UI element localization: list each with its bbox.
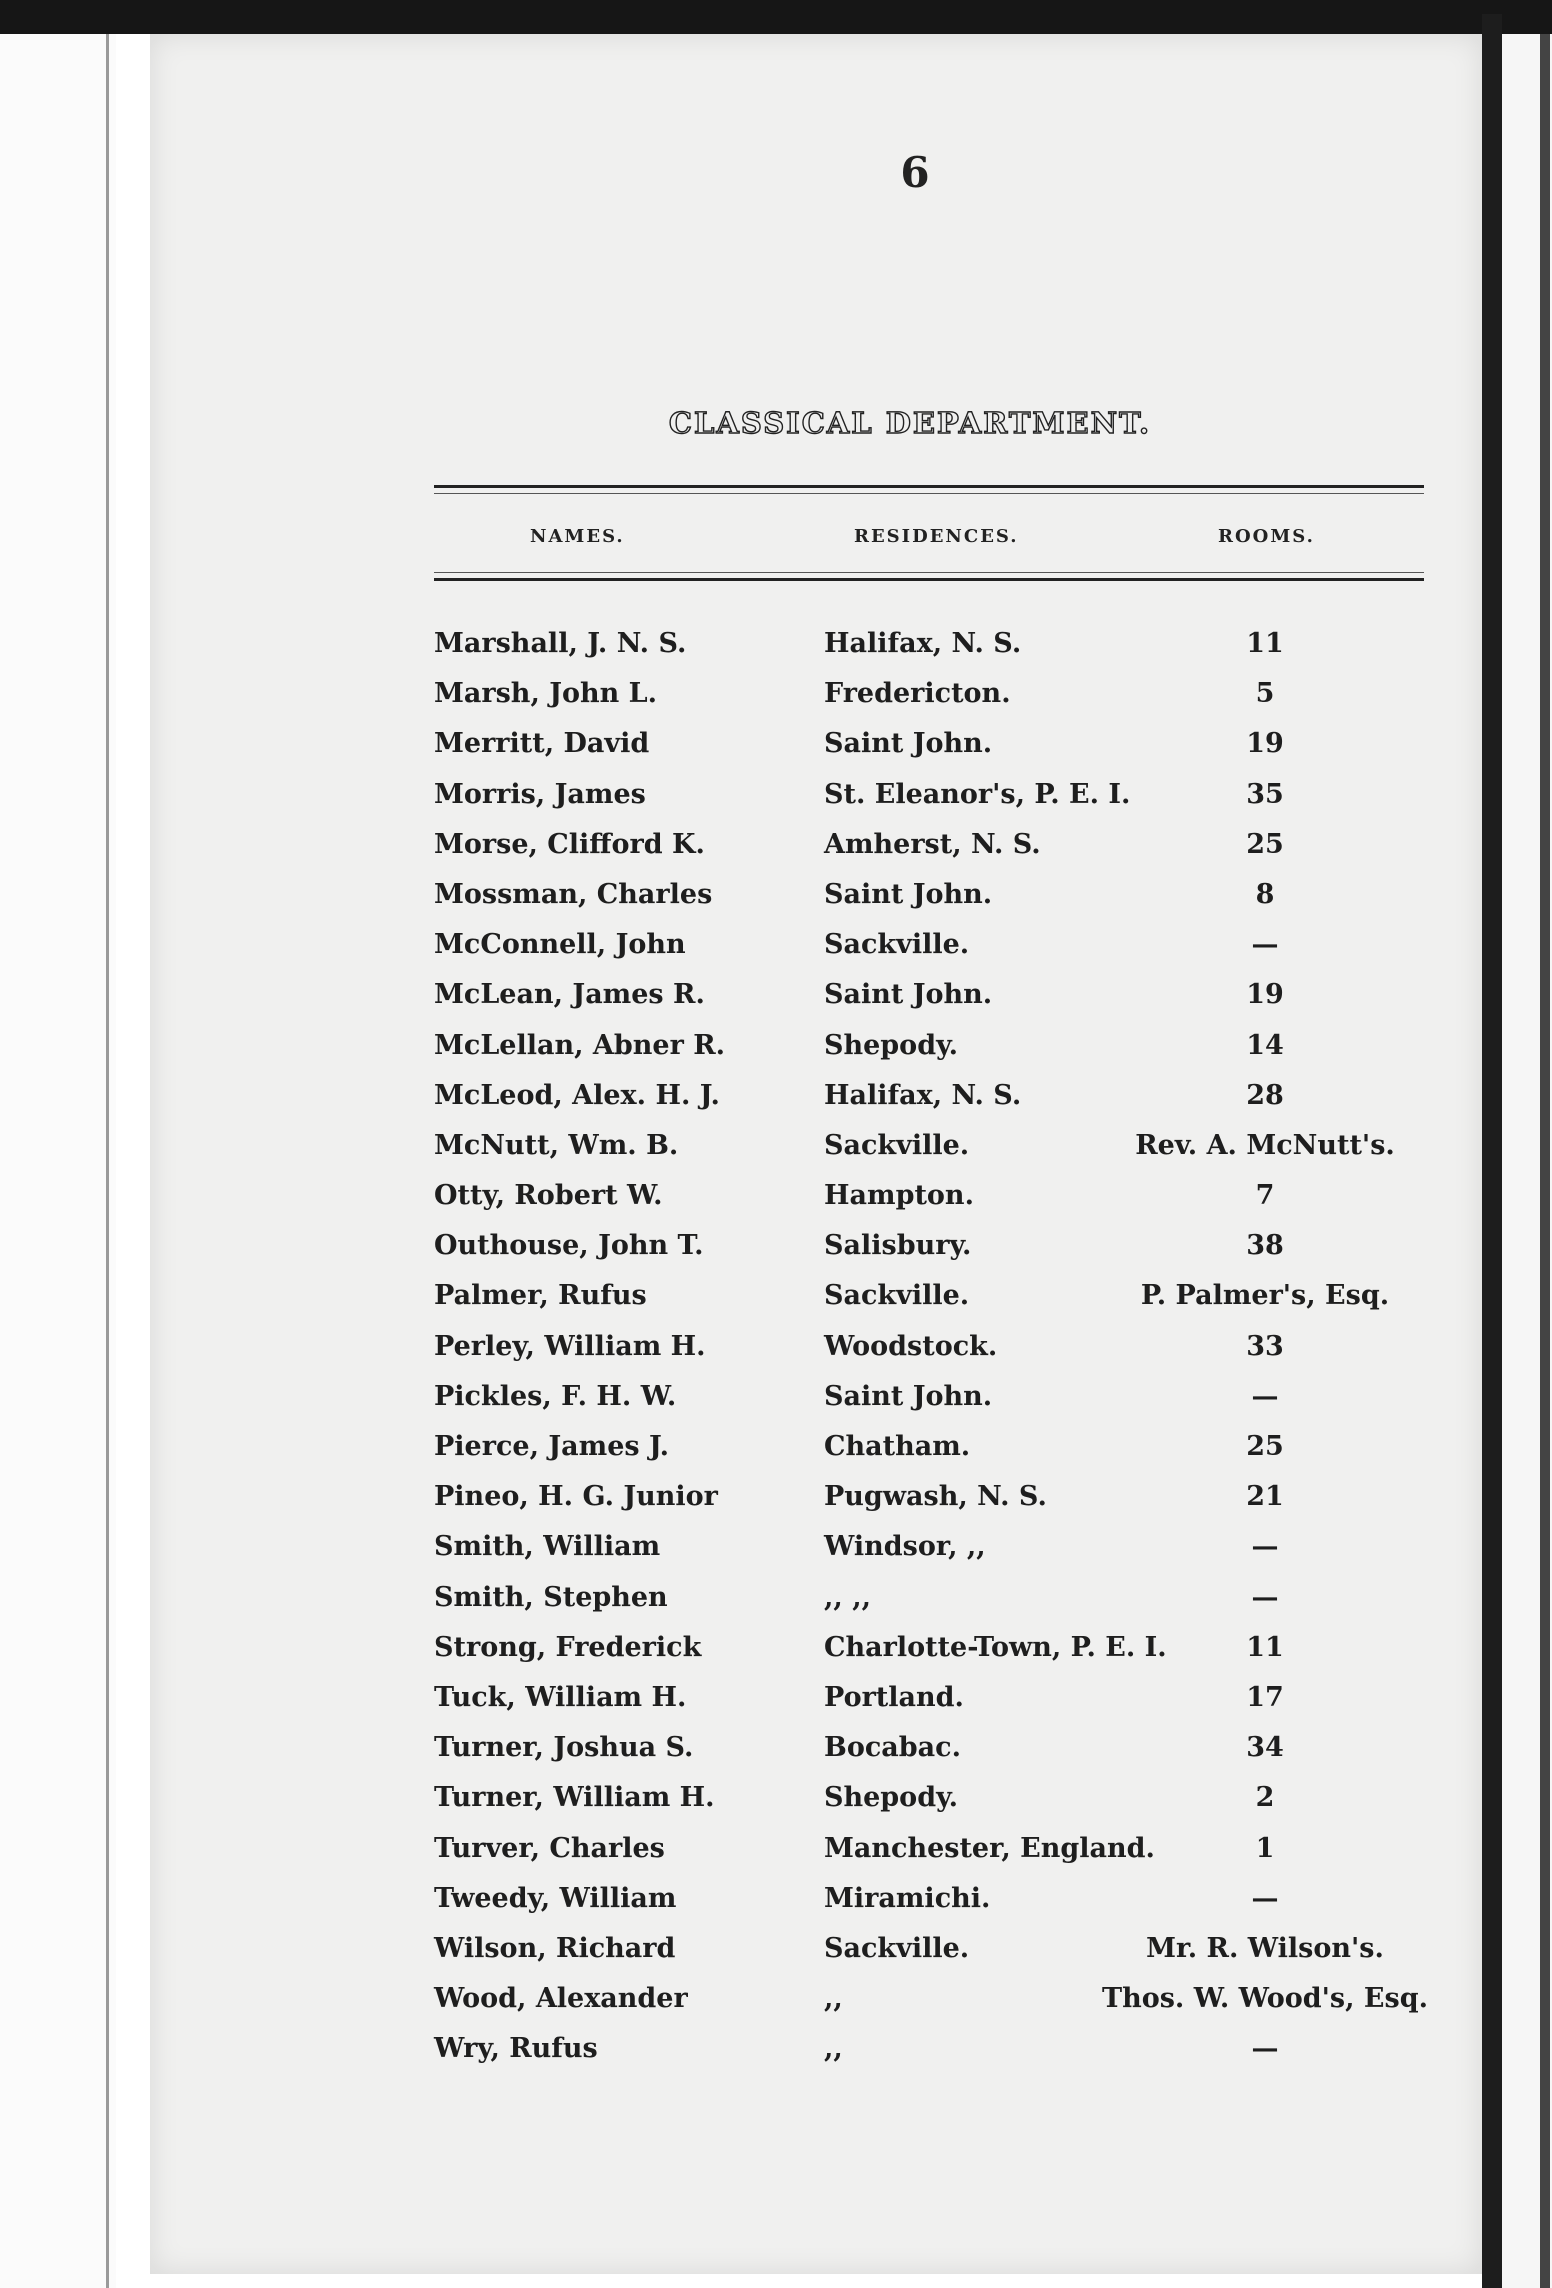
student-residence: Hampton.: [824, 1180, 974, 1212]
header-rule-bottom-thin: [434, 572, 1424, 573]
student-name: Pickles, F. H. W.: [434, 1380, 677, 1412]
student-room: Thos. W. Wood's, Esq.: [1102, 1983, 1428, 2015]
student-residence: ,,: [824, 1983, 843, 2015]
table-row: [0, 1883, 1552, 1933]
student-room: —: [1251, 2033, 1279, 2065]
header-rule-bottom: [434, 578, 1424, 581]
table-row: [0, 1782, 1552, 1832]
table-row: [0, 678, 1552, 728]
student-name: Morris, James: [434, 778, 646, 810]
table-row: [0, 779, 1552, 829]
student-residence: Sackville.: [824, 1129, 970, 1161]
student-name: McConnell, John: [434, 929, 686, 961]
page-number: 6: [900, 148, 930, 197]
student-name: Wood, Alexander: [434, 1983, 688, 2015]
student-name: Palmer, Rufus: [434, 1280, 647, 1312]
student-room: —: [1251, 1380, 1279, 1412]
student-name: McLean, James R.: [434, 979, 705, 1011]
table-row: [0, 1280, 1552, 1330]
student-room: 25: [1246, 1431, 1284, 1462]
student-room: 2: [1255, 1782, 1275, 1814]
student-residence: Charlotte-Town, P. E. I.: [824, 1631, 1167, 1663]
student-name: Turver, Charles: [434, 1832, 665, 1864]
table-row: [0, 1833, 1552, 1883]
student-residence: Halifax, N. S.: [824, 628, 1022, 659]
student-room: 7: [1255, 1180, 1275, 1212]
column-header-residences: RESIDENCES.: [854, 526, 1019, 547]
student-name: Marsh, John L.: [434, 678, 658, 710]
student-name: Outhouse, John T.: [434, 1230, 704, 1262]
student-list: [0, 628, 1552, 2083]
student-name: Marshall, J. N. S.: [434, 628, 687, 659]
student-name: Morse, Clifford K.: [434, 828, 705, 860]
student-residence: Shepody.: [824, 1029, 959, 1061]
student-residence: Chatham.: [824, 1431, 971, 1462]
student-room: Rev. A. McNutt's.: [1135, 1129, 1395, 1161]
student-residence: Sackville.: [824, 1932, 970, 1964]
student-room: 11: [1246, 628, 1284, 659]
table-row: [0, 1080, 1552, 1130]
student-name: McNutt, Wm. B.: [434, 1129, 679, 1161]
student-residence: Amherst, N. S.: [824, 828, 1041, 860]
table-row: [0, 879, 1552, 929]
student-residence: St. Eleanor's, P. E. I.: [824, 778, 1131, 810]
student-room: 17: [1246, 1681, 1284, 1713]
student-name: Mossman, Charles: [434, 878, 713, 910]
student-room: —: [1251, 1581, 1279, 1613]
table-row: [0, 1130, 1552, 1180]
student-room: 11: [1246, 1631, 1284, 1663]
student-residence: Saint John.: [824, 1380, 993, 1412]
student-room: 35: [1246, 778, 1284, 810]
student-residence: Sackville.: [824, 929, 970, 961]
table-row: [0, 1481, 1552, 1531]
student-room: 8: [1255, 878, 1275, 910]
header-rule-top-thin: [434, 493, 1424, 494]
student-name: Tuck, William H.: [434, 1681, 687, 1713]
table-row: [0, 2033, 1552, 2083]
student-residence: Saint John.: [824, 878, 993, 910]
student-residence: ,, ,,: [824, 1581, 871, 1613]
student-room: —: [1251, 1531, 1279, 1563]
student-name: Smith, Stephen: [434, 1581, 668, 1613]
student-name: Perley, William H.: [434, 1330, 706, 1362]
student-name: Pineo, H. G. Junior: [434, 1481, 718, 1513]
student-name: Pierce, James J.: [434, 1431, 670, 1462]
table-row: [0, 1230, 1552, 1280]
table-row: [0, 1331, 1552, 1381]
student-room: P. Palmer's, Esq.: [1140, 1280, 1390, 1312]
table-row: [0, 1732, 1552, 1782]
student-room: 19: [1246, 979, 1284, 1011]
student-residence: Fredericton.: [824, 678, 1011, 710]
student-name: Merritt, David: [434, 728, 650, 760]
table-row: [0, 929, 1552, 979]
student-room: 25: [1246, 828, 1284, 860]
student-room: —: [1251, 929, 1279, 961]
student-name: Tweedy, William: [434, 1882, 677, 1914]
student-name: McLeod, Alex. H. J.: [434, 1079, 720, 1111]
table-row: [0, 1933, 1552, 1983]
student-residence: Shepody.: [824, 1782, 959, 1814]
student-name: Smith, William: [434, 1531, 661, 1563]
student-room: 21: [1246, 1481, 1284, 1513]
student-room: 14: [1246, 1029, 1284, 1061]
student-room: 5: [1255, 678, 1275, 710]
table-row: [0, 728, 1552, 778]
table-row: [0, 628, 1552, 678]
student-residence: Portland.: [824, 1681, 964, 1713]
student-residence: Halifax, N. S.: [824, 1079, 1022, 1111]
table-row: [0, 829, 1552, 879]
table-row: [0, 1582, 1552, 1632]
student-room: 28: [1246, 1079, 1284, 1111]
student-room: 1: [1255, 1832, 1275, 1864]
student-room: 38: [1246, 1230, 1284, 1262]
student-name: Turner, William H.: [434, 1782, 715, 1814]
column-header-rooms: ROOMS.: [1218, 526, 1315, 547]
student-residence: Saint John.: [824, 728, 993, 760]
table-row: [0, 1632, 1552, 1682]
student-residence: Miramichi.: [824, 1882, 991, 1914]
table-row: [0, 1180, 1552, 1230]
table-row: [0, 1030, 1552, 1080]
student-name: McLellan, Abner R.: [434, 1029, 726, 1061]
student-residence: Salisbury.: [824, 1230, 972, 1262]
student-name: Strong, Frederick: [434, 1631, 702, 1663]
table-row: [0, 1381, 1552, 1431]
scan-top-border: [0, 0, 1552, 34]
student-residence: ,,: [824, 2033, 843, 2065]
table-row: [0, 1531, 1552, 1581]
header-rule-top: [434, 485, 1424, 488]
student-residence: Windsor, ,,: [824, 1531, 986, 1563]
page-title: CLASSICAL DEPARTMENT.: [668, 406, 1152, 440]
student-residence: Saint John.: [824, 979, 993, 1011]
student-room: Mr. R. Wilson's.: [1146, 1932, 1384, 1964]
student-name: Wilson, Richard: [434, 1932, 676, 1964]
column-header-names: NAMES.: [530, 526, 625, 547]
student-residence: Sackville.: [824, 1280, 970, 1312]
student-name: Wry, Rufus: [434, 2033, 598, 2065]
student-room: 33: [1246, 1330, 1284, 1362]
student-residence: Woodstock.: [824, 1330, 998, 1362]
student-name: Turner, Joshua S.: [434, 1732, 694, 1764]
student-residence: Bocabac.: [824, 1732, 961, 1764]
table-row: [0, 1983, 1552, 2033]
student-room: —: [1251, 1882, 1279, 1914]
student-residence: Pugwash, N. S.: [824, 1481, 1047, 1513]
table-row: [0, 1682, 1552, 1732]
table-row: [0, 979, 1552, 1029]
student-name: Otty, Robert W.: [434, 1180, 663, 1212]
student-residence: Manchester, England.: [824, 1832, 1155, 1864]
student-room: 19: [1246, 728, 1284, 760]
student-room: 34: [1246, 1732, 1284, 1764]
table-row: [0, 1431, 1552, 1481]
